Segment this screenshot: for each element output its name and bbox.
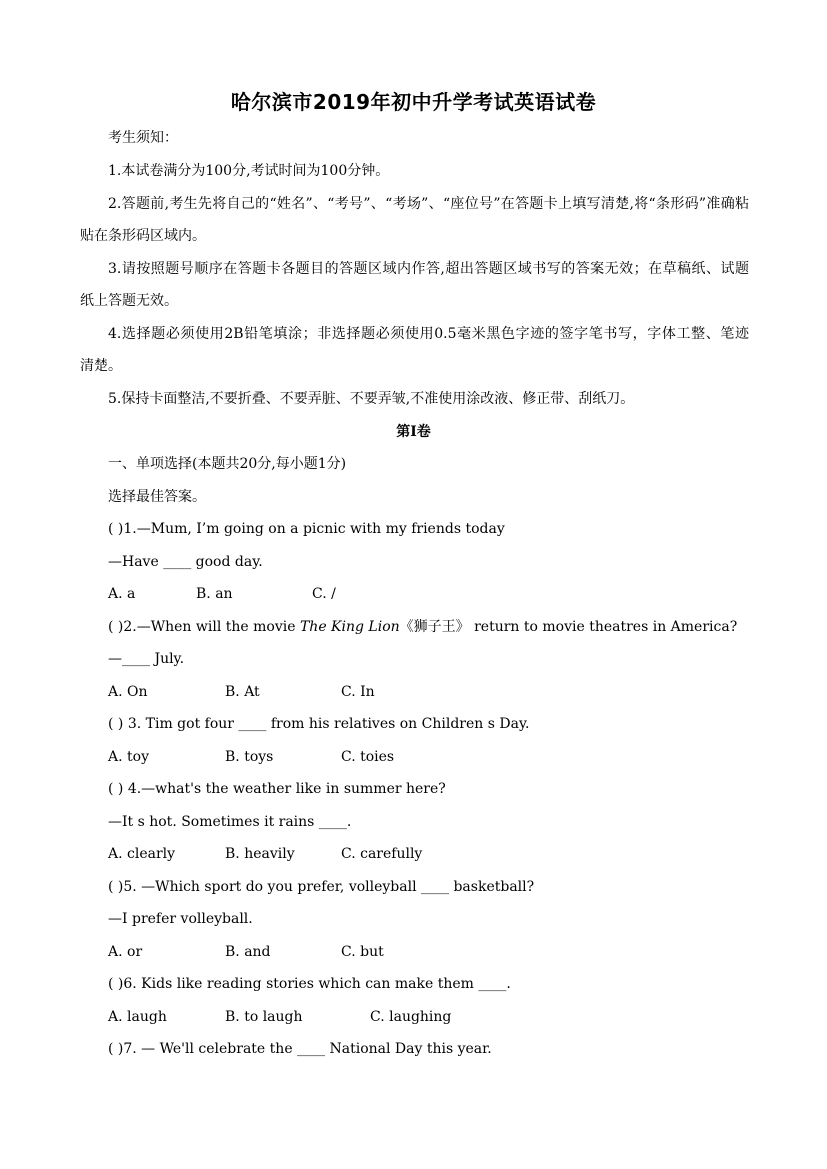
option-a: A. On [108, 684, 148, 700]
option-b: B. and [225, 944, 271, 960]
question-7-stem: ( )7. — We'll celebrate the ____ National Day this year. [108, 1041, 492, 1057]
question-1-stem: ( )1.—Mum, I’m going on a picnic with my friends today [108, 521, 505, 537]
stem-part-2: 《狮子王》 return to movie theatres in America? [399, 619, 738, 635]
option-c: C. In [341, 684, 375, 700]
option-c: C. carefully [341, 846, 423, 862]
section-instruction: 选择最佳答案。 [108, 489, 206, 505]
question-4-stem2: —It s hot. Sometimes it rains ____. [108, 814, 352, 830]
option-c: C. laughing [370, 1009, 452, 1025]
question-6-stem: ( )6. Kids like reading stories which can make them ____. [108, 976, 511, 992]
notice-item-4: 4.选择题必须使用2B铅笔填涂；非选择题必须使用0.5毫米黑色字迹的签字笔书写，字体工整、笔迹 [108, 326, 749, 342]
volume-label: 第I卷 [396, 424, 431, 440]
exam-title: 哈尔滨市2019年初中升学考试英语试卷 [230, 90, 597, 114]
option-b: B. heavily [225, 846, 295, 862]
notice-item-1: 1.本试卷满分为100分,考试时间为100分钟。 [108, 163, 390, 179]
notice-item-5: 5.保持卡面整洁,不要折叠、不要弄脏、不要弄皱,不准使用涂改液、修正带、刮纸刀。 [108, 391, 635, 407]
question-4-stem: ( ) 4.—what's the weather like in summer here? [108, 781, 446, 797]
stem-part-1: ( )2.—When will the movie [108, 619, 300, 635]
option-b: B. At [225, 684, 260, 700]
movie-title: The King Lion [299, 619, 400, 635]
option-b: B. an [196, 586, 233, 602]
option-a: A. or [108, 944, 143, 960]
question-5-stem2: —I prefer volleyball. [108, 911, 253, 927]
option-b: B. to laugh [225, 1009, 303, 1025]
option-a: A. clearly [108, 846, 176, 862]
option-a: A. laugh [108, 1009, 167, 1025]
option-c: C. / [312, 586, 336, 602]
option-c: C. toies [341, 749, 395, 765]
question-2-stem2: —____ July. [108, 651, 185, 667]
question-5-stem: ( )5. —Which sport do you prefer, volleyball ____ basketball? [108, 879, 535, 895]
notice-item-2-cont: 贴在条形码区域内。 [80, 228, 206, 244]
notice-item-3: 3.请按照题号顺序在答题卡各题目的答题区域内作答,超出答题区域书写的答案无效；在草稿纸、试题 [108, 261, 749, 277]
option-c: C. but [341, 944, 384, 960]
notice-item-2: 2.答题前,考生先将自己的“姓名”、“考号”、“考场”、“座位号”在答题卡上填写清楚,将“条形码”准确粘 [108, 196, 749, 212]
notice-heading: 考生须知： [108, 130, 178, 146]
notice-item-4-cont: 清楚。 [80, 358, 122, 374]
option-b: B. toys [225, 749, 274, 765]
question-3-stem: ( ) 3. Tim got four ____ from his relatives on Children s Day. [108, 716, 530, 732]
notice-item-3-cont: 纸上答题无效。 [80, 293, 178, 309]
option-a: A. toy [108, 749, 149, 765]
option-a: A. a [108, 586, 136, 602]
question-2-stem [108, 617, 749, 637]
section-heading: 一、单项选择(本题共20分,每小题1分) [108, 456, 347, 472]
question-1-stem2: —Have ____ good day. [108, 554, 263, 570]
